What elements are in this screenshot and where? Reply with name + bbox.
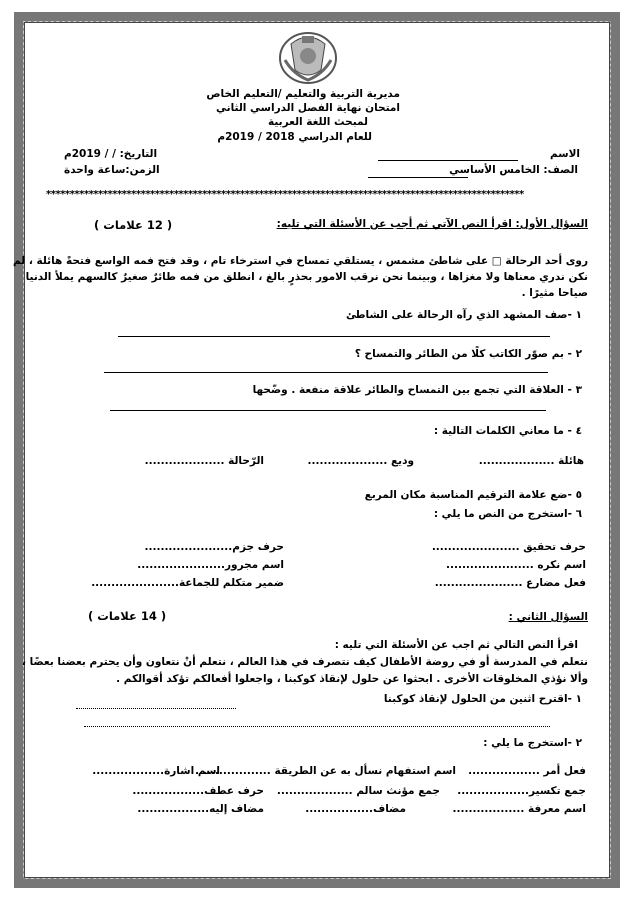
q1-item-2-answer-line[interactable] [104,372,548,373]
q2-passage-line-2: وألا نؤذي المخلوقات الأخرى . ابحثوا عن حلول لإنقاذ كوكبنا ، واجعلوا أفعالكم تؤكد أقوالكم . [116,673,588,685]
q1-ism-nakira: اسم نكره ...................... [445,559,586,571]
q1-item-5: ٥ -ضع علامة الترقيم المناسبة مكان المربع [364,489,582,501]
separator-stars: ***************************************************************************************************** [46,189,524,200]
name-label: الاسم [550,148,580,160]
q2-intro: اقرأ النص التالي ثم اجب عن الأسئلة التي تليه : [334,639,578,651]
q1-meaning-rahhalah: الرّحالة .................... [144,455,264,467]
q1-item-2: ٢ - بم صوّر الكاتب كلًا من الطائر والتمساح ؟ [354,348,582,360]
name-blank-line [378,160,518,161]
q2-title: السؤال الثاني : [508,611,588,623]
q1-meaning-wadee: وديع .................... [307,455,414,467]
q1-passage-line-1: روى أحد الرحالة □ على شاطئ مشمس ، يستلقي تمساح في استرخاء تام ، وقد فتح فمه الواسع فتحةً هائلة ، لم [13,255,588,267]
q1-harf-jazm: حرف جزم...................... [144,541,284,553]
q2-item-1: ١ -اقترح اثنين من الحلول لإنقاذ كوكبنا [383,693,582,705]
q2-marks: ( 14 علامات ) [88,609,167,623]
q2-passage-line-1: نتعلم في المدرسة أو في روضة الأطفال كيف نتصرف في هذا العالم ، نتعلم أنْ نتعاون وأن يحترم بعضنا بعضًا ، [21,656,588,668]
q1-dameer: ضمير متكلم للجماعة...................... [91,577,284,589]
q2-ism-istifham: اسم استفهام نسأل به عن الطريقة ................... [195,765,456,777]
q1-item-3: ٣ - العلاقة التي تجمع بين التمساح والطائر علاقة منفعة . وضّحها [252,384,582,396]
q2-item-1-answer-dots-b[interactable] [84,726,550,727]
q1-item-1: ١ -صف المشهد الذي رآه الرحالة على الشاطئ [345,309,582,321]
date-label: التاريخ: / / 2019م [64,148,158,160]
time-label: الزمن:ساعة واحدة [64,164,160,176]
q2-ism-ishara: اسم اشارة.................. [92,765,220,777]
jordan-coat-of-arms-seal [277,30,339,86]
subject-text: لمبحث اللغة العربية [268,116,368,128]
q1-ism-majroor: اسم مجرور...................... [137,559,284,571]
q1-item-3-answer-line[interactable] [110,410,546,411]
q2-fial-amr: فعل أمر .................. [468,765,586,777]
q1-item-1-answer-line[interactable] [118,336,550,337]
q2-item-1-answer-dots-a[interactable] [76,708,236,709]
q2-harf-atf: حرف عطف.................. [132,785,264,797]
school-year-text: للعام الدراسي 2018 / 2019م [217,131,372,143]
directorate-text: مديرية التربية والتعليم /التعليم الخاص [206,88,400,100]
q2-mudaf-ilayh: مضاف إليه.................. [137,803,264,815]
q1-title: السؤال الأول: اقرأ النص الآتي ثم أجب عن الأسئلة التي تليه: [276,218,588,230]
q2-mudaf: مضاف................. [305,803,406,815]
q2-ism-marifa: اسم معرفة .................. [452,803,586,815]
exam-title: امتحان نهاية الفصل الدراسي الثاني [216,102,400,114]
q2-item-2: ٢ -استخرج ما يلي : [483,737,582,749]
q1-marks: ( 12 علامات ) [94,218,173,232]
q2-jam-muannath: جمع مؤنث سالم ................... [276,785,440,797]
class-label: الصف: الخامس الأساسي [449,164,578,176]
q1-passage-line-2: نكن ندري معناها ولا مغزاها ، وبينما نحن نرقب الامور بحذرٍ بالغ ، انطلق من فمه طائرٌ صغيرٌ كالسهم يملأ الدنيا [25,271,588,283]
class-underline [368,177,468,178]
q1-passage-line-3: صياحا مثيرًا . [521,287,588,299]
q1-fial-mudari: فعل مضارع ...................... [434,577,586,589]
q1-harf-tahqeeq: حرف تحقيق ...................... [431,541,586,553]
q1-item-4: ٤ - ما معاني الكلمات التالية : [433,425,582,437]
q1-meaning-hailah: هائلة ................... [478,455,584,467]
q2-jam-takseer: جمع تكسير.................. [457,785,586,797]
q1-item-6: ٦ -استخرج من النص ما يلي : [433,508,582,520]
